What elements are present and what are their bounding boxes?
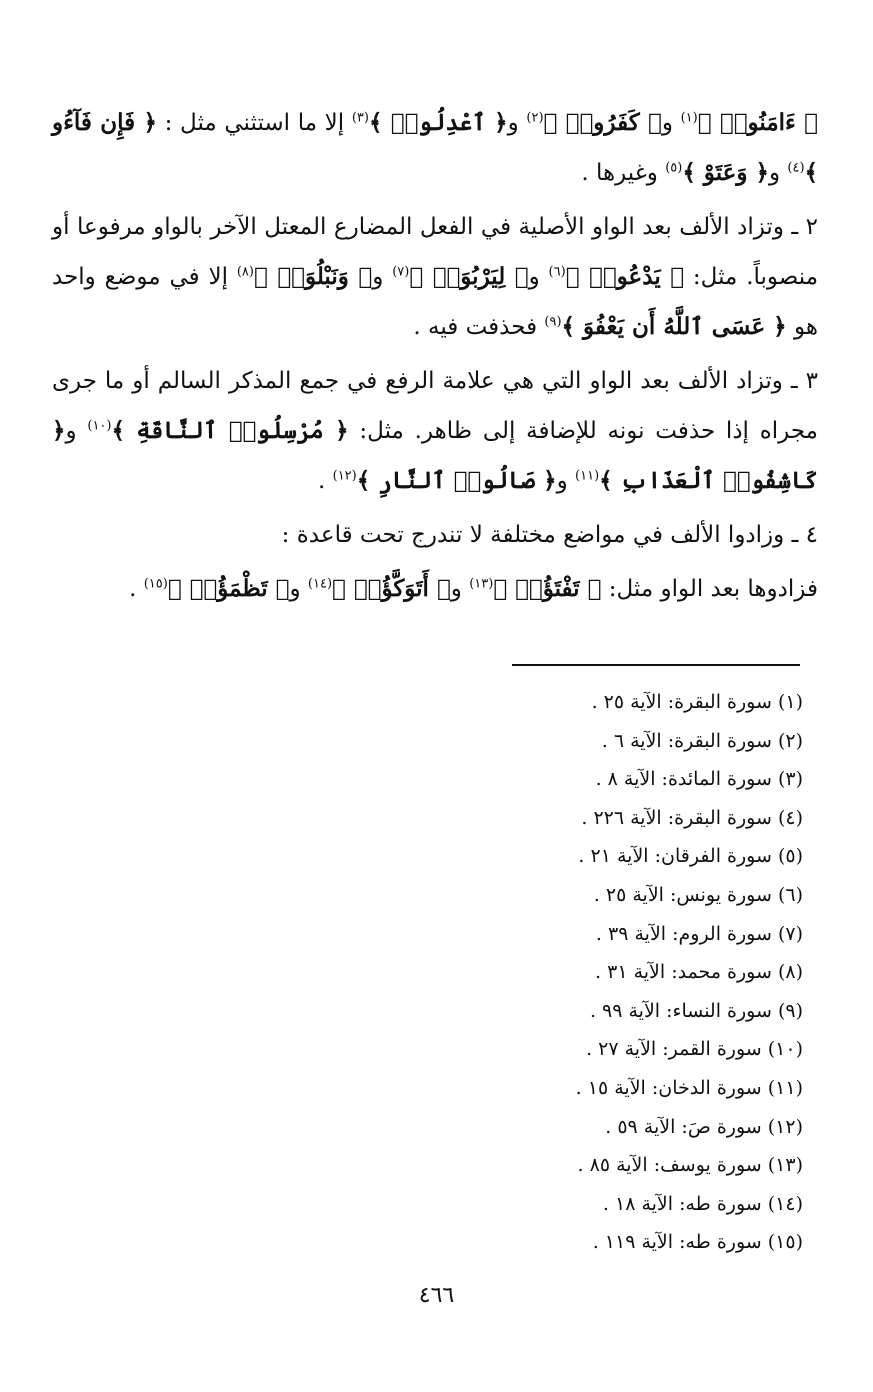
footnote-ref: (٣) xyxy=(351,110,369,126)
text-run: و xyxy=(372,264,393,290)
footnote-2: (٢) سورة البقرة: الآية ٦ . xyxy=(601,729,803,752)
footnote-ref: (٦) xyxy=(548,264,566,280)
footnote-divider xyxy=(512,664,800,666)
quran-quote: ﴿ لِيَرْبُوَا۟ ﴾ xyxy=(409,263,529,290)
text-run: و xyxy=(768,160,788,186)
quran-quote: ﴿ كَاشِفُوا۟ ٱلْعَذَابِ ﴾ xyxy=(52,417,818,494)
footnote-4: (٤) سورة البقرة: الآية ٢٢٦ . xyxy=(581,806,803,829)
footnote-ref: (١٤) xyxy=(307,576,333,592)
footnote-3: (٣) سورة المائدة: الآية ٨ . xyxy=(595,768,803,791)
footnote-9: (٩) سورة النساء: الآية ٩٩ . xyxy=(589,999,803,1022)
text-run: ٤ ـ وزادوا الألف في مواضع مختلفة لا تندرج تحت قاعدة : xyxy=(281,522,818,548)
quran-quote: ﴿ عَسَى ٱللَّهُ أَن يَعْفُوَ ﴾ xyxy=(561,313,787,340)
footnote-1: (١) سورة البقرة: الآية ٢٥ . xyxy=(591,691,803,713)
text-run: وغيرها . xyxy=(581,160,666,186)
text-run: و xyxy=(661,110,681,136)
footnote-ref: (١١) xyxy=(575,468,600,484)
quran-quote: ﴿ ءَامَنُوا۟ ﴾ xyxy=(697,109,818,136)
text-run: إلا في موضع واحد هو xyxy=(52,264,818,340)
footnote-8: (٨) سورة محمد: الآية ٣١ . xyxy=(595,961,803,984)
footnote-15: (١٥) سورة طه: الآية ١١٩ . xyxy=(592,1231,803,1254)
footnote-ref: (٥) xyxy=(665,160,683,176)
text-run: و xyxy=(450,576,470,602)
quran-quote: ﴿ ٱعْدِلُوا۟ ﴾ xyxy=(368,109,508,136)
footnotes-list xyxy=(383,683,803,1262)
paragraph-4 xyxy=(52,510,818,560)
footnote-14: (١٤) سورة طه: الآية ١٨ . xyxy=(602,1192,803,1215)
text-run: فحذفت فيه . xyxy=(413,314,545,340)
text-run: إلا ما استثني مثل : xyxy=(157,110,352,136)
main-text xyxy=(52,98,818,614)
quran-quote: ﴿ مُرْسِلُوا۟ ٱلنَّاقَةِ ﴾ xyxy=(111,417,349,444)
paragraph-5 xyxy=(52,564,818,614)
text-run: و xyxy=(65,418,88,444)
quran-quote: ﴿ كَفَرُوا۟ ﴾ xyxy=(543,109,662,136)
footnote-ref: (٤) xyxy=(787,160,805,176)
paragraph-2 xyxy=(52,202,818,352)
footnote-11: (١١) سورة الدخان: الآية ١٥ . xyxy=(575,1076,803,1099)
footnote-ref: (١٥) xyxy=(143,576,168,592)
footnote-ref: (١٠) xyxy=(87,418,112,434)
quran-quote: ﴿ تَظْمَؤُا۟ ﴾ xyxy=(167,575,290,602)
footnote-ref: (٨) xyxy=(236,264,254,280)
footnote-13: (١٣) سورة يوسف: الآية ٨٥ . xyxy=(577,1154,803,1177)
footnote-7: (٧) سورة الروم: الآية ٣٩ . xyxy=(595,922,803,945)
text-run: و xyxy=(528,264,549,290)
footnote-ref: (١٣) xyxy=(469,576,494,592)
quran-quote: ﴿ وَعَتَوْ ﴾ xyxy=(682,159,769,186)
footnote-ref: (١٢) xyxy=(332,468,357,484)
paragraph-1 xyxy=(52,98,818,198)
quran-quote: ﴿ فَإِن فَآءُو ﴾ xyxy=(52,109,818,186)
quran-quote: ﴿ أَتَوَكَّؤُا۟ ﴾ xyxy=(332,575,451,602)
footnote-ref: (٢) xyxy=(526,110,544,126)
quran-quote: ﴿ يَدْعُوا۟ ﴾ xyxy=(565,263,685,290)
footnote-ref: (٧) xyxy=(392,264,410,280)
footnote-ref: (٩) xyxy=(544,314,562,330)
text-run: ٢ ـ وتزاد الألف بعد الواو الأصلية في الفعل المضارع المعتل الآخر بالواو مرفوعا أو منصوباً. مثل: xyxy=(52,214,819,290)
text-run: و xyxy=(507,110,527,136)
page-number: ٤٦٦ xyxy=(418,1283,455,1308)
footnote-5: (٥) سورة الفرقان: الآية ٢١ . xyxy=(578,845,803,868)
quran-quote: ﴿ تَفْتَؤُا۟ ﴾ xyxy=(493,575,602,602)
text-run: . xyxy=(318,468,333,494)
footnote-6: (٦) سورة يونس: الآية ٢٥ . xyxy=(593,883,803,906)
quran-quote: ﴿ صَالُوا۟ ٱلنَّارِ ﴾ xyxy=(356,467,557,494)
footnote-ref: (١) xyxy=(680,110,698,126)
text-run: و xyxy=(289,576,308,602)
footnote-10: (١٠) سورة القمر: الآية ٢٧ . xyxy=(586,1038,803,1061)
quran-quote: ﴿ وَنَبْلُوَا۟ ﴾ xyxy=(253,263,373,290)
paragraph-3 xyxy=(52,356,818,506)
text-run: فزادوها بعد الواو مثل: xyxy=(601,576,818,602)
text-run: . xyxy=(129,576,144,602)
footnote-12: (١٢) سورة صَ: الآية ٥٩ . xyxy=(605,1115,803,1138)
text-run: ٣ ـ وتزاد الألف بعد الواو التي هي علامة الرفع في جمع المذكر السالم أو ما جرى مجراه إذا حذفت نونه للإضافة إلى ظاهر. مثل: xyxy=(52,368,819,444)
text-run: و xyxy=(556,468,576,494)
